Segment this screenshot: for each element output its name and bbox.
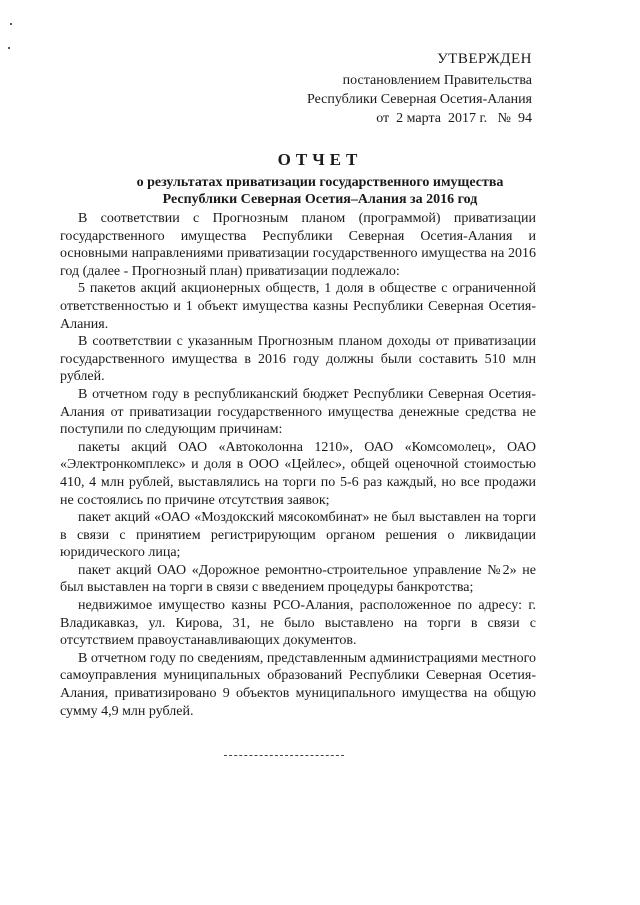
title-line-2: о результатах приватизации государственного имущества bbox=[136, 175, 504, 190]
approval-line-1: постановлением Правительства bbox=[342, 73, 532, 88]
title-line-1: ОТЧЕТ bbox=[277, 150, 363, 169]
report-body bbox=[60, 210, 536, 720]
end-separator-line bbox=[224, 755, 344, 756]
paragraph: В соответствии с указанным Прогнозным планом доходы от приватизации государственного имущества в 2016 году должны были составить 510 млн рублей. bbox=[60, 334, 536, 385]
approval-line-2: Республики Северная Осетия-Алания bbox=[307, 92, 532, 107]
scan-speck bbox=[8, 47, 10, 49]
paragraph: пакет акций «ОАО «Моздокский мясокомбинат» не был выставлен на торги в связи с принятием регистрирующим органом решения о ликвидации юридического лица; bbox=[60, 510, 536, 561]
report-title bbox=[60, 150, 580, 208]
paragraph: В соответствии с Прогнозным планом (программой) приватизации государственного имущества Республики Северная Осетия-Алания и основными направлениями приватизации государственного имущества на 2016 год (далее - Прогнозный план) приватизации подлежало: bbox=[60, 211, 536, 279]
approval-number: № 94 bbox=[497, 111, 532, 126]
approval-date: от 2 марта 2017 г. bbox=[376, 111, 488, 126]
scan-speck bbox=[10, 23, 12, 25]
paragraph: В отчетном году в республиканский бюджет Республики Северная Осетия-Алания от приватизации государственного имущества денежные средства не поступили по следующим причинам: bbox=[60, 386, 536, 438]
paragraph: 5 пакетов акций акционерных обществ, 1 доля в обществе с ограниченной ответственностью и 1 объект имущества казны Республики Северная Осетия-Алания. bbox=[60, 281, 536, 332]
paragraph: пакеты акций ОАО «Автоколонна 1210», ОАО «Комсомолец», ОАО «Электронкомплекс» и доля в ООО «Цейлес», общей оценочной стоимостью 410, 4 млн рублей, выставлялись на торги по 5-6 раз каждый, но все продажи не состоялись по причине отсутствия заявок; bbox=[60, 439, 536, 508]
paragraph: недвижимое имущество казны РСО-Алания, расположенное по адресу: г. Владикавказ, ул. Кирова, 31, не было выставлено на торги в связи с отсутствием правоустанавливающих документов. bbox=[60, 598, 536, 649]
paragraph: пакет акций ОАО «Дорожное ремонтно-строительное управление №2» не был выставлен на торги в связи с введением процедуры банкротства; bbox=[60, 562, 536, 596]
approval-heading: УТВЕРЖДЕН bbox=[437, 51, 532, 67]
approval-date-line bbox=[307, 109, 532, 128]
paragraph: В отчетном году по сведениям, представленным администрациями местного самоуправления муниципальных образований Республики Северная Осетия-Алания, приватизировано 9 объектов муниципального имущества на общую сумму 4,9 млн рублей. bbox=[60, 650, 536, 719]
approval-stamp bbox=[307, 50, 532, 128]
title-line-3: Республики Северная Осетия–Алания за 2016 год bbox=[162, 192, 478, 207]
